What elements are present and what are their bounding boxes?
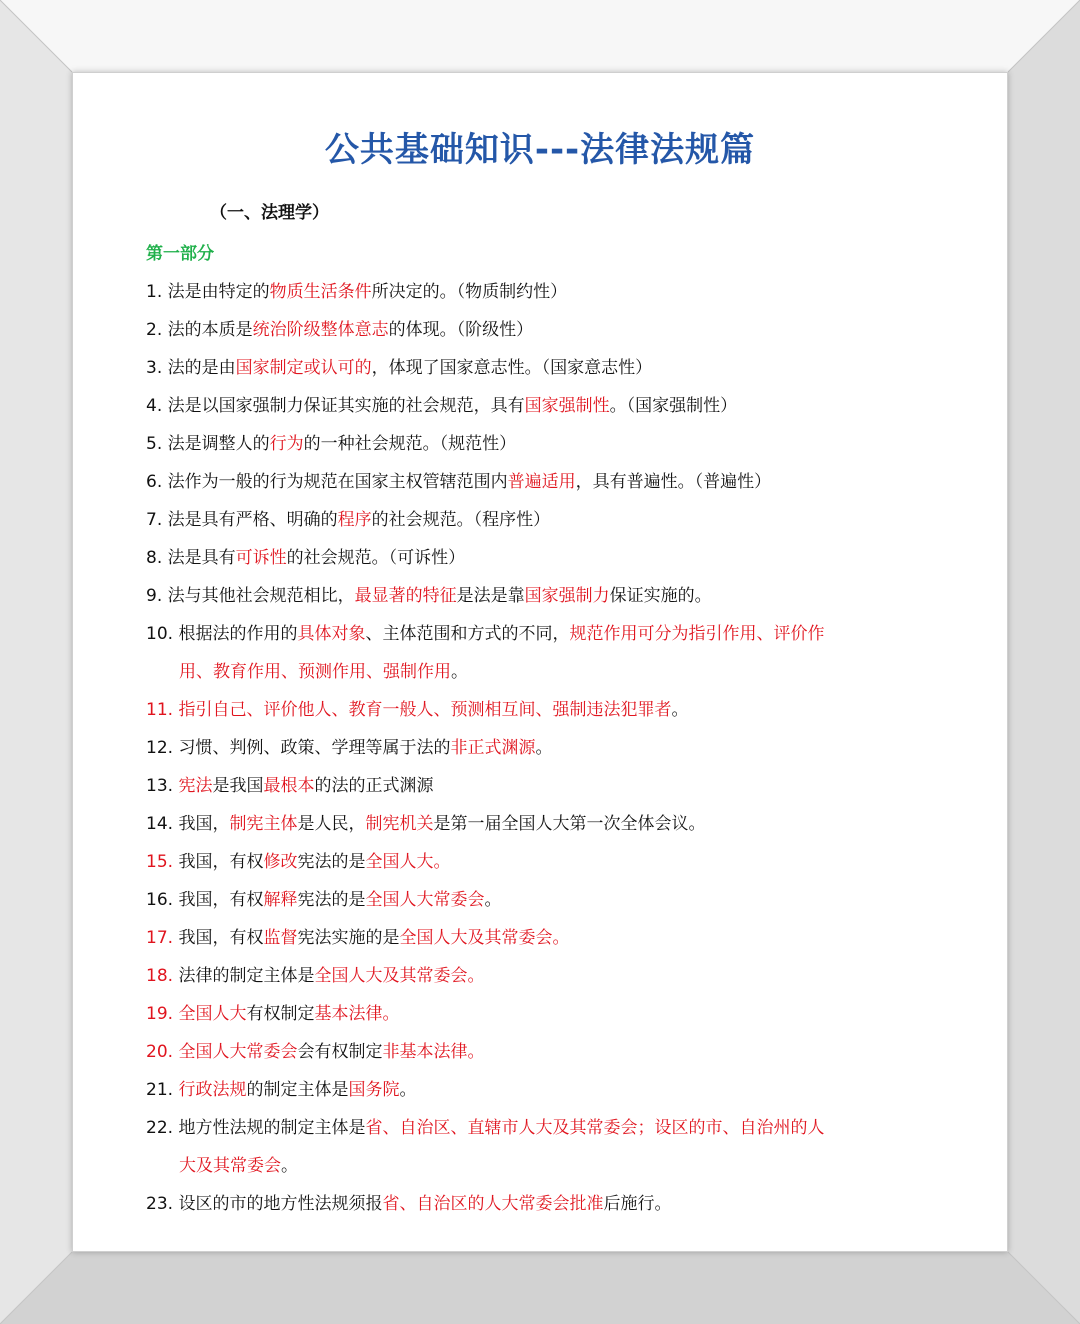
item-number: 11.: [146, 700, 179, 720]
item-text: 根据法的作用的: [178, 624, 298, 644]
highlighted-text: 全国人大: [178, 1004, 247, 1024]
list-item: [146, 881, 916, 919]
item-text: 。: [451, 662, 468, 682]
item-text: 法的是由: [167, 358, 236, 378]
highlighted-text: 具体对象: [297, 624, 366, 644]
item-text: 。: [281, 1156, 298, 1176]
list-item-line: [146, 539, 916, 577]
highlighted-text: 国家强制力: [524, 586, 610, 606]
item-text: 我国，有权: [178, 928, 264, 948]
item-number: 22.: [146, 1118, 179, 1138]
item-text: 是法是靠: [456, 586, 525, 606]
item-number: 5.: [146, 434, 168, 454]
highlighted-text: 省、自治区的人大常委会批准: [382, 1194, 604, 1214]
item-text: 的法的正式渊源: [314, 776, 434, 796]
item-text: 。: [535, 738, 553, 758]
item-number: 20.: [146, 1042, 179, 1062]
list-item: [146, 843, 916, 881]
item-text: 是人民，: [297, 814, 366, 834]
highlighted-text: 全国人大常委会: [178, 1042, 298, 1062]
item-text: 设区的市的地方性法规须报: [178, 1194, 383, 1214]
list-item-line: [146, 843, 916, 881]
highlighted-text: 修改: [263, 852, 298, 872]
list-item-line: [146, 615, 916, 653]
item-text: 所决定的。（物质制约性）: [371, 282, 568, 302]
highlighted-text: 物质生活条件: [269, 282, 372, 302]
section-heading: （一、法理学）: [210, 203, 329, 223]
highlighted-text: 大及其常委会: [179, 1156, 281, 1176]
list-item: [146, 995, 916, 1033]
highlighted-text: 行政法规: [178, 1080, 247, 1100]
list-item-line: [146, 463, 916, 501]
highlighted-text: 非正式渊源: [450, 738, 536, 758]
list-item-line: [146, 881, 916, 919]
item-text: 宪法的是: [297, 890, 366, 910]
item-number: 21.: [146, 1080, 179, 1100]
list-item: [146, 919, 916, 957]
highlighted-text: 最显著的特征: [354, 586, 457, 606]
list-item-line: [146, 691, 916, 729]
item-text: 。: [484, 890, 502, 910]
list-item-line: [146, 1147, 916, 1185]
list-item: [146, 805, 916, 843]
list-item: [146, 1033, 916, 1071]
item-text: 。: [671, 700, 689, 720]
document-title: 公共基础知识---法律法规篇: [324, 130, 756, 170]
item-number: 2.: [146, 320, 168, 340]
item-text: ，体现了国家意志性。（国家意志性）: [371, 358, 653, 378]
list-item: [146, 539, 916, 577]
list-item-line: [146, 1185, 916, 1223]
item-number: 13.: [146, 776, 179, 796]
item-number: 18.: [146, 966, 179, 986]
item-number: 7.: [146, 510, 168, 530]
highlighted-text: 基本法律。: [314, 1004, 400, 1024]
highlighted-text: 监督: [263, 928, 298, 948]
item-text: 地方性法规的制定主体是: [178, 1118, 366, 1138]
highlighted-text: 国务院: [348, 1080, 400, 1100]
list-item-line: [146, 1033, 916, 1071]
highlighted-text: 全国人大。: [365, 852, 451, 872]
list-item: [146, 1185, 916, 1223]
item-number: 16.: [146, 890, 179, 910]
highlighted-text: 制宪机关: [365, 814, 434, 834]
highlighted-text: 宪法: [178, 776, 213, 796]
item-text: 。（国家强制性）: [609, 396, 738, 416]
highlighted-text: 制宪主体: [229, 814, 298, 834]
highlighted-text: 全国人大及其常委会。: [399, 928, 570, 948]
list-item: [146, 729, 916, 767]
list-item: [146, 615, 916, 691]
list-item-line: [146, 805, 916, 843]
item-number: 9.: [146, 586, 168, 606]
item-number: 3.: [146, 358, 168, 378]
item-text: 法是具有严格、明确的: [167, 510, 338, 530]
highlighted-text: 普遍适用: [507, 472, 576, 492]
item-text: 宪法的是: [297, 852, 366, 872]
list-item: [146, 1071, 916, 1109]
list-item-line: [146, 729, 916, 767]
highlighted-text: 省、自治区、直辖市人大及其常委会；设区的市、自治州的人: [365, 1118, 825, 1138]
highlighted-text: 用、教育作用、预测作用、强制作用: [179, 662, 451, 682]
list-item-line: [146, 425, 916, 463]
list-item-line: [146, 1109, 916, 1147]
list-item-line: [146, 919, 916, 957]
item-text: 保证实施的。: [609, 586, 712, 606]
list-item-line: [146, 767, 916, 805]
item-number: 23.: [146, 1194, 179, 1214]
item-text: 法作为一般的行为规范在国家主权管辖范围内: [167, 472, 508, 492]
item-text: 、主体范围和方式的不同，: [365, 624, 570, 644]
list-item-line: [146, 273, 916, 311]
list-item-line: [146, 501, 916, 539]
list-item-line: [146, 957, 916, 995]
item-text: 我国，有权: [178, 890, 264, 910]
list-item: [146, 463, 916, 501]
list-item-line: [146, 995, 916, 1033]
item-text: 我国，有权: [178, 852, 264, 872]
item-text: 宪法实施的是: [297, 928, 400, 948]
item-number: 14.: [146, 814, 179, 834]
list-item: [146, 387, 916, 425]
item-text: 是我国: [212, 776, 264, 796]
list-item: [146, 349, 916, 387]
list-item: [146, 425, 916, 463]
item-text: 法的本质是: [167, 320, 253, 340]
highlighted-text: 规范作用可分为指引作用、评价作: [569, 624, 825, 644]
highlighted-text: 可诉性: [235, 548, 287, 568]
item-number: 6.: [146, 472, 168, 492]
part-heading: 第一部分: [146, 244, 214, 264]
list-item: [146, 311, 916, 349]
item-text: 有权制定: [246, 1004, 315, 1024]
item-text: 的制定主体是: [246, 1080, 349, 1100]
item-text: 法是具有: [167, 548, 236, 568]
item-number: 4.: [146, 396, 168, 416]
highlighted-text: 最根本: [263, 776, 315, 796]
highlighted-text: 程序: [337, 510, 372, 530]
highlighted-text: 非基本法律。: [382, 1042, 485, 1062]
item-number: 1.: [146, 282, 168, 302]
list-item: [146, 273, 916, 311]
list-item: [146, 691, 916, 729]
item-number: 17.: [146, 928, 179, 948]
item-text: 的社会规范。（可诉性）: [286, 548, 466, 568]
item-text: 的一种社会规范。（规范性）: [303, 434, 517, 454]
item-text: 。: [399, 1080, 417, 1100]
highlighted-text: 解释: [263, 890, 298, 910]
highlighted-text: 指引自己、评价他人、教育一般人、预测相互间、强制违法犯罪者: [178, 700, 672, 720]
list-item: [146, 1109, 916, 1185]
item-text: ，具有普遍性。（普遍性）: [575, 472, 772, 492]
item-number: 12.: [146, 738, 179, 758]
item-number: 15.: [146, 852, 179, 872]
item-number: 8.: [146, 548, 168, 568]
highlighted-text: 国家强制性: [524, 396, 610, 416]
item-text: 我国，: [178, 814, 230, 834]
item-number: 19.: [146, 1004, 179, 1024]
list-item: [146, 767, 916, 805]
list-item-line: [146, 653, 916, 691]
highlighted-text: 全国人大及其常委会。: [314, 966, 485, 986]
item-text: 法是由特定的: [167, 282, 270, 302]
item-text: 的体现。（阶级性）: [388, 320, 534, 340]
item-text: 法律的制定主体是: [178, 966, 315, 986]
highlighted-text: 行为: [269, 434, 304, 454]
item-text: 法是调整人的: [167, 434, 270, 454]
item-text: 会有权制定: [297, 1042, 383, 1062]
item-text: 的社会规范。（程序性）: [371, 510, 551, 530]
item-text: 法与其他社会规范相比，: [167, 586, 355, 606]
item-number: 10.: [146, 624, 179, 644]
list-item-line: [146, 311, 916, 349]
list-item: [146, 577, 916, 615]
list-item-line: [146, 577, 916, 615]
list-item: [146, 501, 916, 539]
list-item: [146, 957, 916, 995]
list-item-line: [146, 1071, 916, 1109]
item-text: 法是以国家强制力保证其实施的社会规范，具有: [167, 396, 525, 416]
list-item-line: [146, 387, 916, 425]
item-text: 是第一届全国人大第一次全体会议。: [433, 814, 706, 834]
list-item-line: [146, 349, 916, 387]
highlighted-text: 国家制定或认可的: [235, 358, 372, 378]
highlighted-text: 全国人大常委会: [365, 890, 485, 910]
highlighted-text: 统治阶级整体意志: [252, 320, 389, 340]
item-text: 习惯、判例、政策、学理等属于法的: [178, 738, 451, 758]
item-text: 后施行。: [603, 1194, 672, 1214]
